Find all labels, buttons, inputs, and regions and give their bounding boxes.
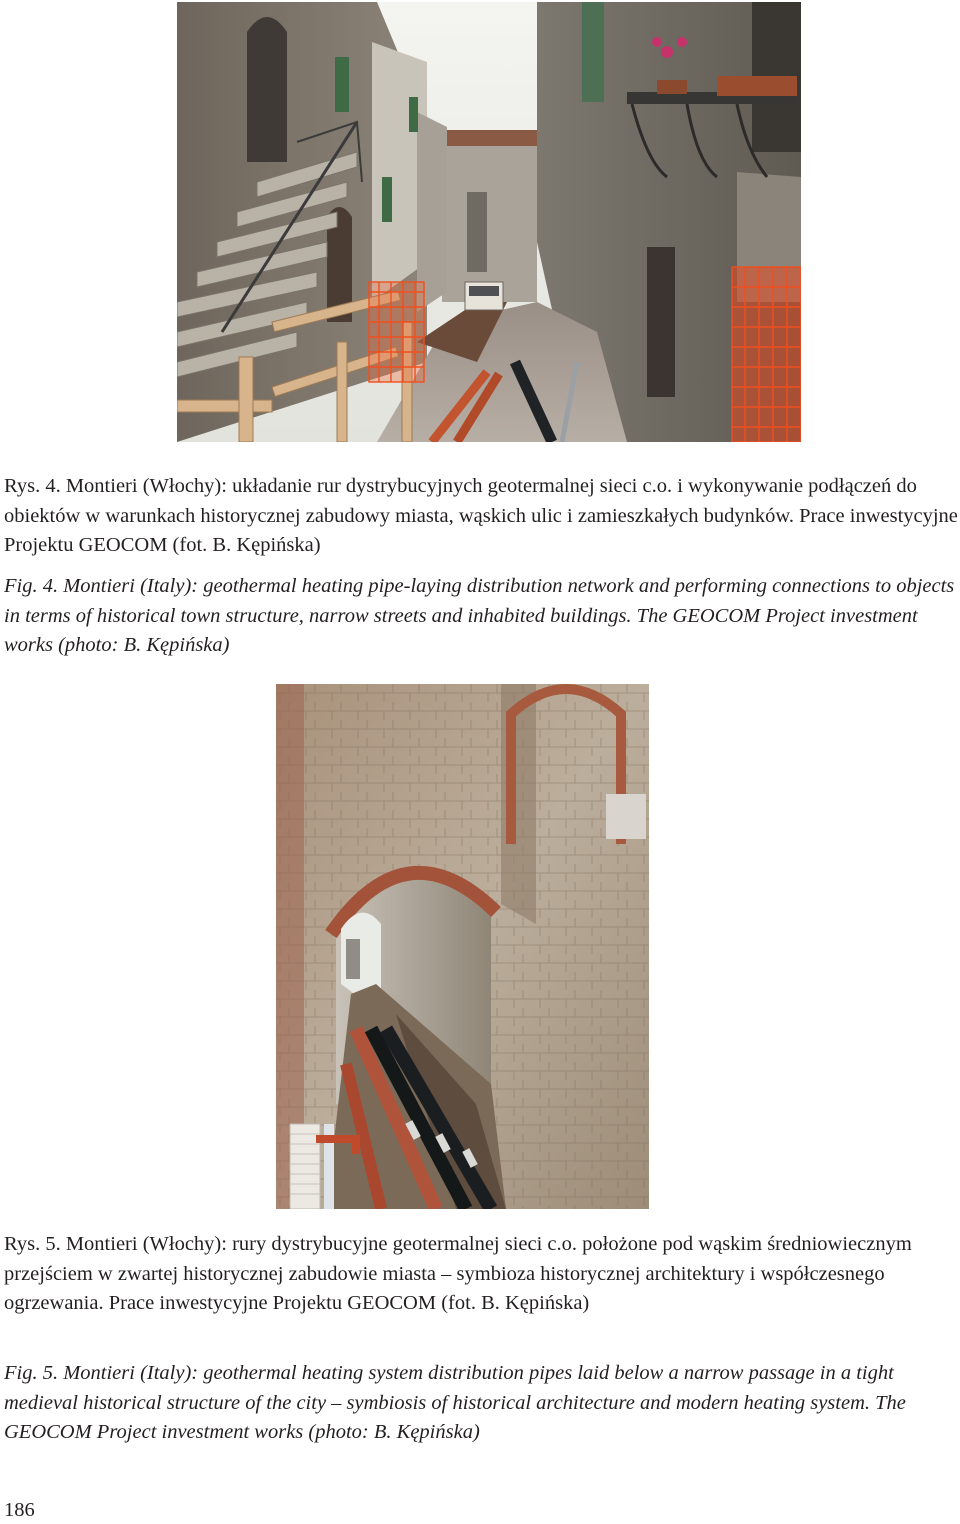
figure-4-caption-polish: Rys. 4. Montieri (Włochy): układanie rur dystrybucyjnych geotermalnej sieci c.o. i wykonywanie podłączeń do obiektów w warunkach historycznej zabudowy miasta, wąskich ulic i zamieszkałych budynków. Prace inwestycyjne Projektu GEOCOM (fot. B. Kępińska) — [4, 475, 958, 557]
figure-4-caption-english: Fig. 4. Montieri (Italy): geothermal heating pipe-laying distribution network and performing connections to objects in terms of historical town structure, narrow streets and inhabited buildings. The GEOCOM Project investment works (photo: B. Kępińska) — [4, 575, 955, 657]
page-number: 186 — [4, 1499, 35, 1521]
figure-4-photo — [177, 2, 801, 442]
figure-5-caption-polish: Rys. 5. Montieri (Włochy): rury dystrybucyjne geotermalnej sieci c.o. położone pod wąskim średniowiecznym przejściem w zwartej historycznej zabudowie miasta – symbioza historycznej architektury i współczesnego ogrzewania. Prace inwestycyjne Projektu GEOCOM (fot. B. Kępińska) — [4, 1233, 912, 1315]
figure-5-photo — [276, 684, 649, 1209]
figure-5-caption-english: Fig. 5. Montieri (Italy): geothermal heating system distribution pipes laid below a narrow passage in a tight medieval historical structure of the city – symbiosis of historical architecture and modern heating system. The GEOCOM Project investment works (photo: B. Kępińska) — [4, 1362, 906, 1444]
